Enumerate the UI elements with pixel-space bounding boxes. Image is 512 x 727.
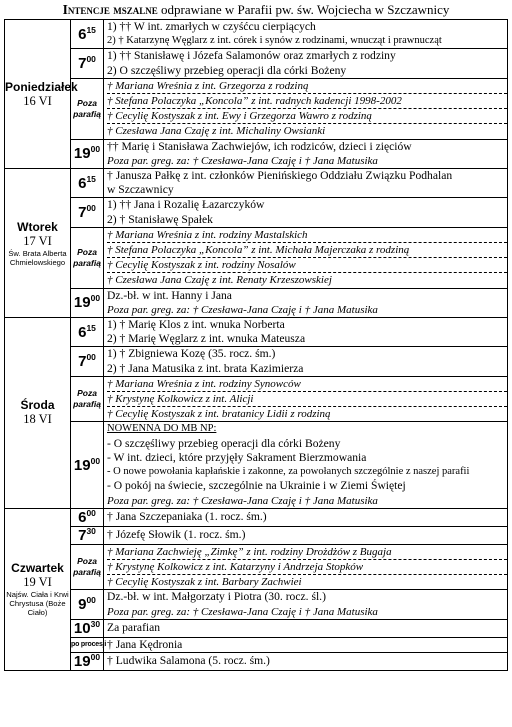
mass-hour: 9 xyxy=(78,596,87,614)
intentions-cell xyxy=(104,619,508,637)
mass-hour: po procesji xyxy=(71,641,107,649)
intentions-cell xyxy=(104,198,508,227)
intention-line: - O szczęśliwy przebieg operacji dla córki Bożeny xyxy=(107,436,341,450)
intention-line: † Stefana Polaczyka „Koncola” z int. Michała Majerczaka z rodziną xyxy=(107,243,507,258)
page-title xyxy=(4,0,508,19)
mass-hour: 7 xyxy=(78,55,87,73)
poza-parafia-label: Poza parafią xyxy=(73,388,101,410)
mass-time xyxy=(71,198,104,227)
intentions-cell xyxy=(104,49,508,78)
intentions-cell xyxy=(104,590,508,619)
intention-line: † Krystynę Kolkowicz z int. Alicji xyxy=(107,392,507,407)
mass-time xyxy=(71,422,104,508)
intentions-cell xyxy=(104,139,508,168)
day-cell xyxy=(5,508,71,670)
day-date: 19 VI xyxy=(23,575,52,590)
intentions-cell xyxy=(104,652,508,670)
mass-time xyxy=(71,49,104,78)
intentions-cell xyxy=(104,318,508,347)
intention-line: † Mariana Wreśnia z int. rodziny Mastalskich xyxy=(107,228,507,243)
intentions-cell xyxy=(104,288,508,317)
title-bold: Intencje mszalne xyxy=(62,2,158,17)
day-feast: Najśw. Ciała i Krwi Chrystusa (Boże Ciało) xyxy=(6,590,69,618)
intention-line: - O pokój na świecie, szczególnie na Ukrainie i w Ziemi Świętej xyxy=(107,479,406,493)
mass-minutes: 15 xyxy=(86,173,96,184)
intention-line: 1) † Zbigniewa Kozę (35. rocz. śm.) xyxy=(107,347,276,361)
intentions-cell xyxy=(104,227,508,288)
mass-time xyxy=(71,652,104,670)
mass-hour: 19 xyxy=(73,294,91,312)
mass-hour: 7 xyxy=(78,204,87,222)
page xyxy=(4,0,508,671)
mass-time xyxy=(71,526,104,544)
intention-line: Poza par. greg. za: † Czesława-Jana Czaję i † Jana Matusika xyxy=(107,303,378,316)
intention-line: - O nowe powołania kapłańskie i zakonne, za powołanych szczególnie z naszej parafii xyxy=(107,466,470,478)
intention-line: † Cecylię Kostyszak z int. Barbary Zachwiei xyxy=(107,576,302,589)
intention-line: 2) † Jana Matusika z int. brata Kazimierza xyxy=(107,361,304,375)
intention-line: † Jana Kędronia xyxy=(107,637,183,651)
intention-line: † Jana Szczepaniaka (1. rocz. śm.) xyxy=(107,510,267,524)
schedule-row xyxy=(5,544,508,590)
mass-hour: 10 xyxy=(73,619,91,637)
schedule-row xyxy=(5,49,508,78)
intention-line: 1) †† Jana i Rozalię Łazarczyków xyxy=(107,198,265,212)
mass-time xyxy=(71,139,104,168)
schedule-row xyxy=(5,20,508,49)
intentions-cell xyxy=(104,347,508,376)
mass-time xyxy=(71,20,104,49)
intentions-cell xyxy=(104,376,508,422)
intentions-cell xyxy=(104,169,508,198)
intention-line: Dz.-bł. w int. Hanny i Jana xyxy=(107,288,232,302)
schedule-row xyxy=(5,619,508,637)
schedule-row xyxy=(5,198,508,227)
mass-minutes: 00 xyxy=(86,54,96,65)
intention-line: w Szczawnicy xyxy=(107,183,174,197)
mass-minutes: 00 xyxy=(90,293,101,304)
mass-time xyxy=(71,347,104,376)
intentions-cell xyxy=(104,20,508,49)
intention-line: 1) † Marię Klos z int. wnuka Norberta xyxy=(107,318,285,332)
mass-minutes: 00 xyxy=(90,455,101,466)
mass-minutes: 00 xyxy=(86,507,96,518)
day-cell xyxy=(5,169,71,318)
intention-line: 2) O szczęśliwy przebieg operacji dla córki Bożeny xyxy=(107,63,347,77)
day-cell xyxy=(5,20,78,169)
schedule-row xyxy=(5,347,508,376)
intentions-cell xyxy=(104,526,508,544)
day-cell xyxy=(5,318,71,509)
intention-line: † Józefę Słowik (1. rocz. śm.) xyxy=(107,528,246,542)
day-date: 16 VI xyxy=(23,93,52,108)
schedule-row xyxy=(5,139,508,168)
mass-hour: 19 xyxy=(73,652,91,670)
schedule-row xyxy=(5,169,508,198)
schedule-row xyxy=(5,376,508,422)
mass-minutes: 00 xyxy=(86,203,96,214)
mass-minutes: 30 xyxy=(86,525,96,536)
mass-minutes: 00 xyxy=(86,352,96,363)
intention-line: † Czesława Jana Czaję z int. Michaliny Owsianki xyxy=(107,125,326,138)
mass-time xyxy=(71,376,104,422)
mass-minutes: 00 xyxy=(90,144,101,155)
mass-time xyxy=(71,619,104,637)
intention-line: † Mariana Wreśnia z int. rodziny Synowców xyxy=(107,377,507,392)
intention-line: † Mariana Wreśnia z int. Grzegorza z rodziną xyxy=(107,79,507,94)
mass-hour: 7 xyxy=(78,353,87,371)
poza-parafia-label: Poza parafią xyxy=(73,97,101,119)
intention-line: † Cecylię Kostyszak z int. Ewy i Grzegorza Wawro z rodziną xyxy=(107,109,507,124)
poza-parafia-label: Poza parafią xyxy=(73,246,101,268)
day-date: 17 VI xyxy=(23,233,52,248)
intention-line: Poza par. greg. za: † Czesława-Jana Czaję i † Jana Matusika xyxy=(107,605,378,618)
intention-line: † Czesława Jana Czaję z int. Renaty Krzeszowskiej xyxy=(107,274,332,287)
day-name: Poniedziałek xyxy=(5,79,78,94)
schedule-row xyxy=(5,227,508,288)
intentions-cell xyxy=(104,637,508,652)
mass-minutes: 00 xyxy=(86,595,96,606)
day-name: Czwartek xyxy=(11,561,64,576)
intention-line: † Cecylię Kostyszak z int. rodziny Nosalów xyxy=(107,258,507,273)
intention-line: 2) † Marię Węglarz z int. wnuka Mateusza xyxy=(107,332,306,346)
schedule-row xyxy=(5,526,508,544)
mass-hour: 6 xyxy=(78,174,87,192)
mass-time xyxy=(71,637,107,652)
intention-line: † Stefana Polaczyka „Koncola” z int. radnych kadencji 1998-2002 xyxy=(107,94,507,109)
day-date: 18 VI xyxy=(23,412,52,427)
intention-line: 1) †† Stanisławę i Józefa Salamonów oraz zmarłych z rodziny xyxy=(107,49,396,63)
intention-line: †† Marię i Stanisława Zachwiejów, ich rodziców, dzieci i zięciów xyxy=(107,139,412,153)
schedule-row xyxy=(5,78,508,139)
schedule-row xyxy=(5,508,508,526)
title-rest: odprawiane w Parafii pw. św. Wojciecha w Szczawnicy xyxy=(157,2,450,17)
intention-line: NOWENNA DO MB NP: xyxy=(107,423,217,435)
schedule-row xyxy=(5,288,508,317)
intention-line: 2) † Katarzynę Węglarz z int. córek i synów z rodzinami, wnucząt i prawnucząt xyxy=(107,35,442,47)
intention-line: Dz.-bł. w int. Małgorzaty i Piotra (30. rocz. śl.) xyxy=(107,590,326,604)
intention-line: - W int. dzieci, które przyjęły Sakrament Bierzmowania xyxy=(107,450,367,464)
mass-minutes: 30 xyxy=(90,618,101,629)
intention-line: † Krystynę Kolkowicz z int. Katarzyny i Andrzeja Stopków xyxy=(107,560,507,575)
mass-minutes: 15 xyxy=(86,24,96,35)
day-feast: Św. Brata Alberta Chmielowskiego xyxy=(8,248,67,267)
mass-hour: 6 xyxy=(78,25,87,43)
mass-time xyxy=(71,288,104,317)
mass-hour: 7 xyxy=(78,526,87,544)
mass-hour: 6 xyxy=(78,508,87,526)
intentions-cell xyxy=(104,544,508,590)
intention-line: Za parafian xyxy=(107,621,161,635)
day-name: Środa xyxy=(20,398,55,413)
poza-parafia-label: Poza parafią xyxy=(73,556,101,577)
mass-hour: 6 xyxy=(78,323,87,341)
mass-time xyxy=(71,227,104,288)
mass-time xyxy=(71,508,104,526)
schedule-table xyxy=(4,19,508,671)
mass-hour: 19 xyxy=(73,456,91,474)
intention-line: † Mariana Zachwieję „Zimkę” z int. rodziny Drożdżów z Bugaja xyxy=(107,545,507,560)
intentions-cell xyxy=(104,78,508,139)
mass-hour: 19 xyxy=(73,145,91,163)
mass-time xyxy=(71,318,104,347)
mass-minutes: 15 xyxy=(86,322,96,333)
day-name: Wtorek xyxy=(17,219,58,234)
intention-line: † Janusza Pałkę z int. członków Pienińskiego Oddziału Związku Podhalan xyxy=(107,169,453,183)
schedule-row xyxy=(5,422,508,508)
intention-line: 2) † Stanisławę Spałek xyxy=(107,212,213,226)
intentions-cell xyxy=(104,422,508,508)
schedule-row xyxy=(5,637,508,652)
intentions-cell xyxy=(104,508,508,526)
schedule-row xyxy=(5,590,508,619)
mass-time xyxy=(71,590,104,619)
intention-line: † Ludwika Salamona (5. rocz. śm.) xyxy=(107,654,270,668)
intention-line: 1) †† W int. zmarłych w czyśćcu cierpiących xyxy=(107,20,316,33)
intention-line: Poza par. greg. za: † Czesława-Jana Czaję i † Jana Matusika xyxy=(107,494,378,507)
intention-line: Poza par. greg. za: † Czesława-Jana Czaję i † Jana Matusika xyxy=(107,154,378,167)
mass-minutes: 00 xyxy=(90,651,101,662)
mass-time xyxy=(71,169,104,198)
schedule-row xyxy=(5,318,508,347)
schedule-row xyxy=(5,652,508,670)
mass-time xyxy=(71,544,104,590)
intention-line: † Cecylię Kostyszak z int. bratanicy Lidii z rodziną xyxy=(107,408,331,421)
